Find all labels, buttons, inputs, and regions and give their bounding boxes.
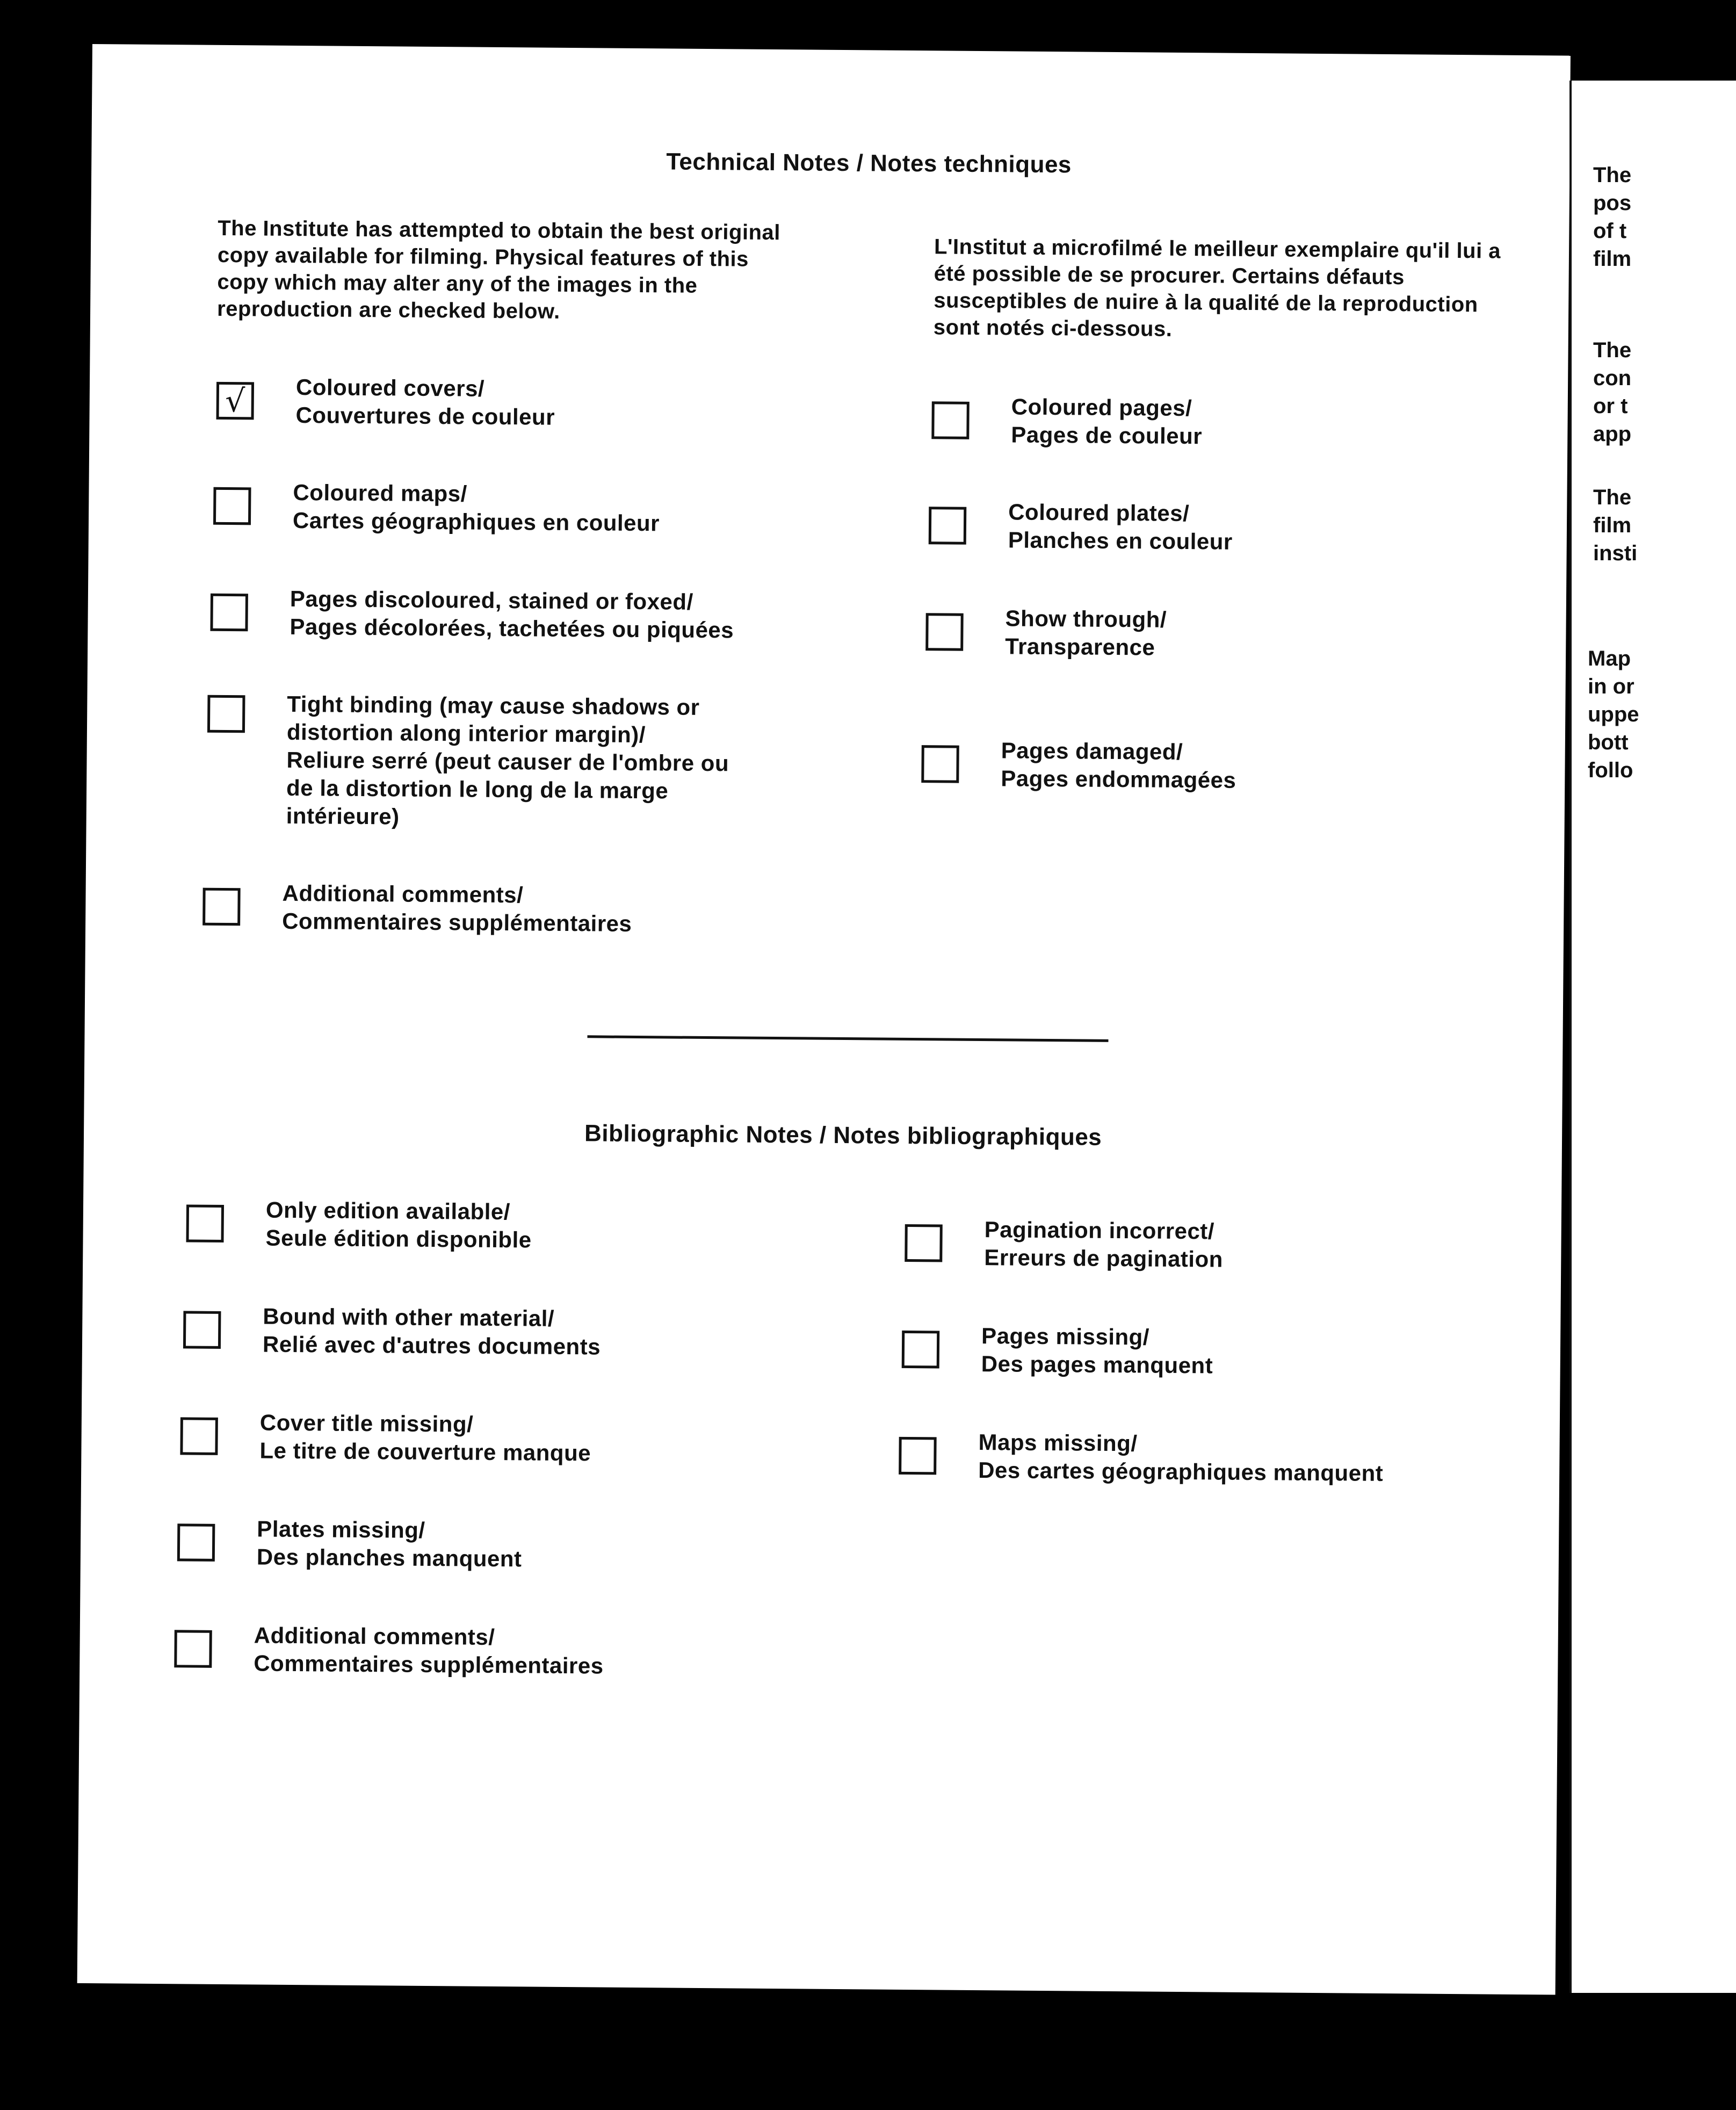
text-fragment: film [1593,247,1632,271]
item-label-line: de la distortion le long de la marge [286,775,669,804]
item-label-en: Pagination incorrect/ [984,1217,1215,1244]
item-label-en: Coloured pages/ [1011,394,1192,421]
checkbox-cover-title-missing[interactable] [180,1417,218,1455]
item-label-line: distortion along interior margin)/ [286,719,646,748]
checklist-item-only-edition [186,1195,532,1254]
item-label-fr: Planches en couleur [1008,527,1233,554]
checkbox-coloured-pages[interactable] [931,401,970,439]
item-label-fr: Couvertures de couleur [295,402,555,430]
bibliographic-notes-title: Bibliographic Notes / Notes bibliographiques [584,1120,1102,1151]
checklist-item-cover-title-missing [180,1408,591,1467]
checkmark-icon: √ [225,382,245,420]
checkbox-coloured-covers[interactable] [216,382,255,420]
checklist-item-plates-missing [177,1514,522,1573]
item-label-line: intérieure) [286,803,400,829]
checkbox-tight-binding[interactable] [207,695,245,733]
item-label-en: Coloured maps/ [293,479,468,507]
item-label-en: Coloured plates/ [1008,499,1190,526]
item-label-line: Reliure serré (peut causer de l'ombre ou [286,747,729,776]
text-fragment: in or [1588,675,1634,698]
checkbox-additional-comments[interactable] [202,888,241,926]
checkbox-coloured-plates[interactable] [929,507,967,545]
text-fragment: The [1593,486,1632,509]
checkbox-bound-with[interactable] [183,1311,221,1349]
text-fragment: The [1593,338,1632,362]
item-label-fr: Pages de couleur [1011,422,1203,449]
item-label-fr: Relié avec d'autres documents [262,1331,601,1360]
item-label-fr: Erreurs de pagination [984,1245,1224,1272]
item-label-fr: Des pages manquent [981,1351,1213,1378]
item-label-fr: Cartes géographiques en couleur [292,507,660,536]
text-fragment: film [1593,514,1632,537]
text-fragment: pos [1593,191,1632,215]
checklist-item-coloured-maps [213,478,660,538]
checklist-item-additional-comments-bib [174,1621,604,1680]
item-label-en: Pages discoloured, stained or foxed/ [290,586,693,615]
checklist-item-tight-binding [207,690,730,834]
section-divider [587,1035,1108,1042]
text-fragment: con [1593,366,1632,390]
item-label-fr: Des cartes géographiques manquent [978,1457,1384,1486]
item-label-fr: Transparence [1005,633,1155,660]
adjacent-text-block [1588,645,1639,784]
checklist-item-pages-discoloured [210,584,734,645]
checklist-item-additional-comments [202,879,632,938]
text-fragment: uppe [1588,703,1639,726]
document-page [77,44,1571,1995]
text-fragment: follo [1588,758,1633,782]
checklist-item-maps-missing [899,1428,1384,1487]
checkbox-pagination-incorrect[interactable] [905,1224,943,1262]
checkbox-pages-discoloured[interactable] [210,594,248,632]
text-fragment: The [1593,163,1632,187]
item-label-fr: Pages endommagées [1001,765,1236,793]
item-label-en: Only edition available/ [265,1197,511,1225]
text-fragment: or t [1593,394,1628,418]
item-label-en: Pages damaged/ [1001,738,1183,764]
adjacent-text-block [1593,336,1631,448]
checkbox-additional-comments-bib[interactable] [174,1630,212,1668]
checkbox-pages-missing[interactable] [902,1331,940,1369]
checklist-item-coloured-covers [216,373,555,431]
item-label-en: Maps missing/ [978,1429,1138,1456]
text-fragment: insti [1593,541,1638,565]
item-label-fr: Seule édition disponible [265,1225,532,1253]
item-label-en: Plates missing/ [257,1516,425,1543]
checklist-item-bound-with [183,1302,601,1361]
item-label-fr: Commentaires supplémentaires [282,908,632,936]
checklist-item-coloured-pages [931,392,1203,450]
item-label-en: Show through/ [1005,605,1167,632]
technical-notes-title: Technical Notes / Notes techniques [666,148,1072,178]
checkbox-pages-damaged[interactable] [921,745,959,783]
adjacent-text-block [1593,161,1631,273]
text-fragment: of t [1593,219,1627,243]
item-label-en: Cover title missing/ [259,1410,474,1437]
checkbox-coloured-maps[interactable] [213,487,251,525]
item-label-en: Additional comments/ [254,1622,495,1650]
checklist-item-pages-damaged [921,736,1236,794]
checklist-item-show-through [925,604,1167,662]
text-fragment: bott [1588,731,1629,754]
checkbox-show-through[interactable] [925,613,964,651]
item-label-en: Pages missing/ [981,1323,1150,1350]
item-label-fr: Le titre de couverture manque [259,1437,591,1466]
checklist-item-pages-missing [902,1321,1213,1380]
adjacent-text-block [1593,483,1637,567]
item-label-en: Coloured covers/ [295,374,485,401]
item-label-en: Additional comments/ [282,880,524,908]
item-label-fr: Commentaires supplémentaires [254,1650,604,1679]
checkbox-only-edition[interactable] [186,1204,224,1242]
intro-english: The Institute has attempted to obtain the best original copy available for filming. Physical features of this copy which may alter any of the images in the reproduction are checked below. [216,216,781,323]
text-fragment: Map [1588,647,1631,670]
checkbox-maps-missing[interactable] [899,1437,937,1475]
intro-french: L'Institut a microfilmé le meilleur exemplaire qu'il lui a été possible de se procurer. Certains défauts susceptibles de nuire à la qualité de la reproduction sont notés ci-dessous. [933,235,1501,341]
checkbox-plates-missing[interactable] [177,1523,215,1562]
adjacent-page-fragment [1569,81,1736,1993]
item-label-line: Tight binding (may cause shadows or [287,691,700,720]
text-fragment: app [1593,422,1632,446]
checklist-item-pagination-incorrect [905,1215,1223,1274]
checklist-item-coloured-plates [929,497,1233,555]
item-label-fr: Des planches manquent [256,1544,522,1572]
item-label-fr: Pages décolorées, tachetées ou piquées [290,613,734,643]
item-label-en: Bound with other material/ [263,1303,555,1331]
